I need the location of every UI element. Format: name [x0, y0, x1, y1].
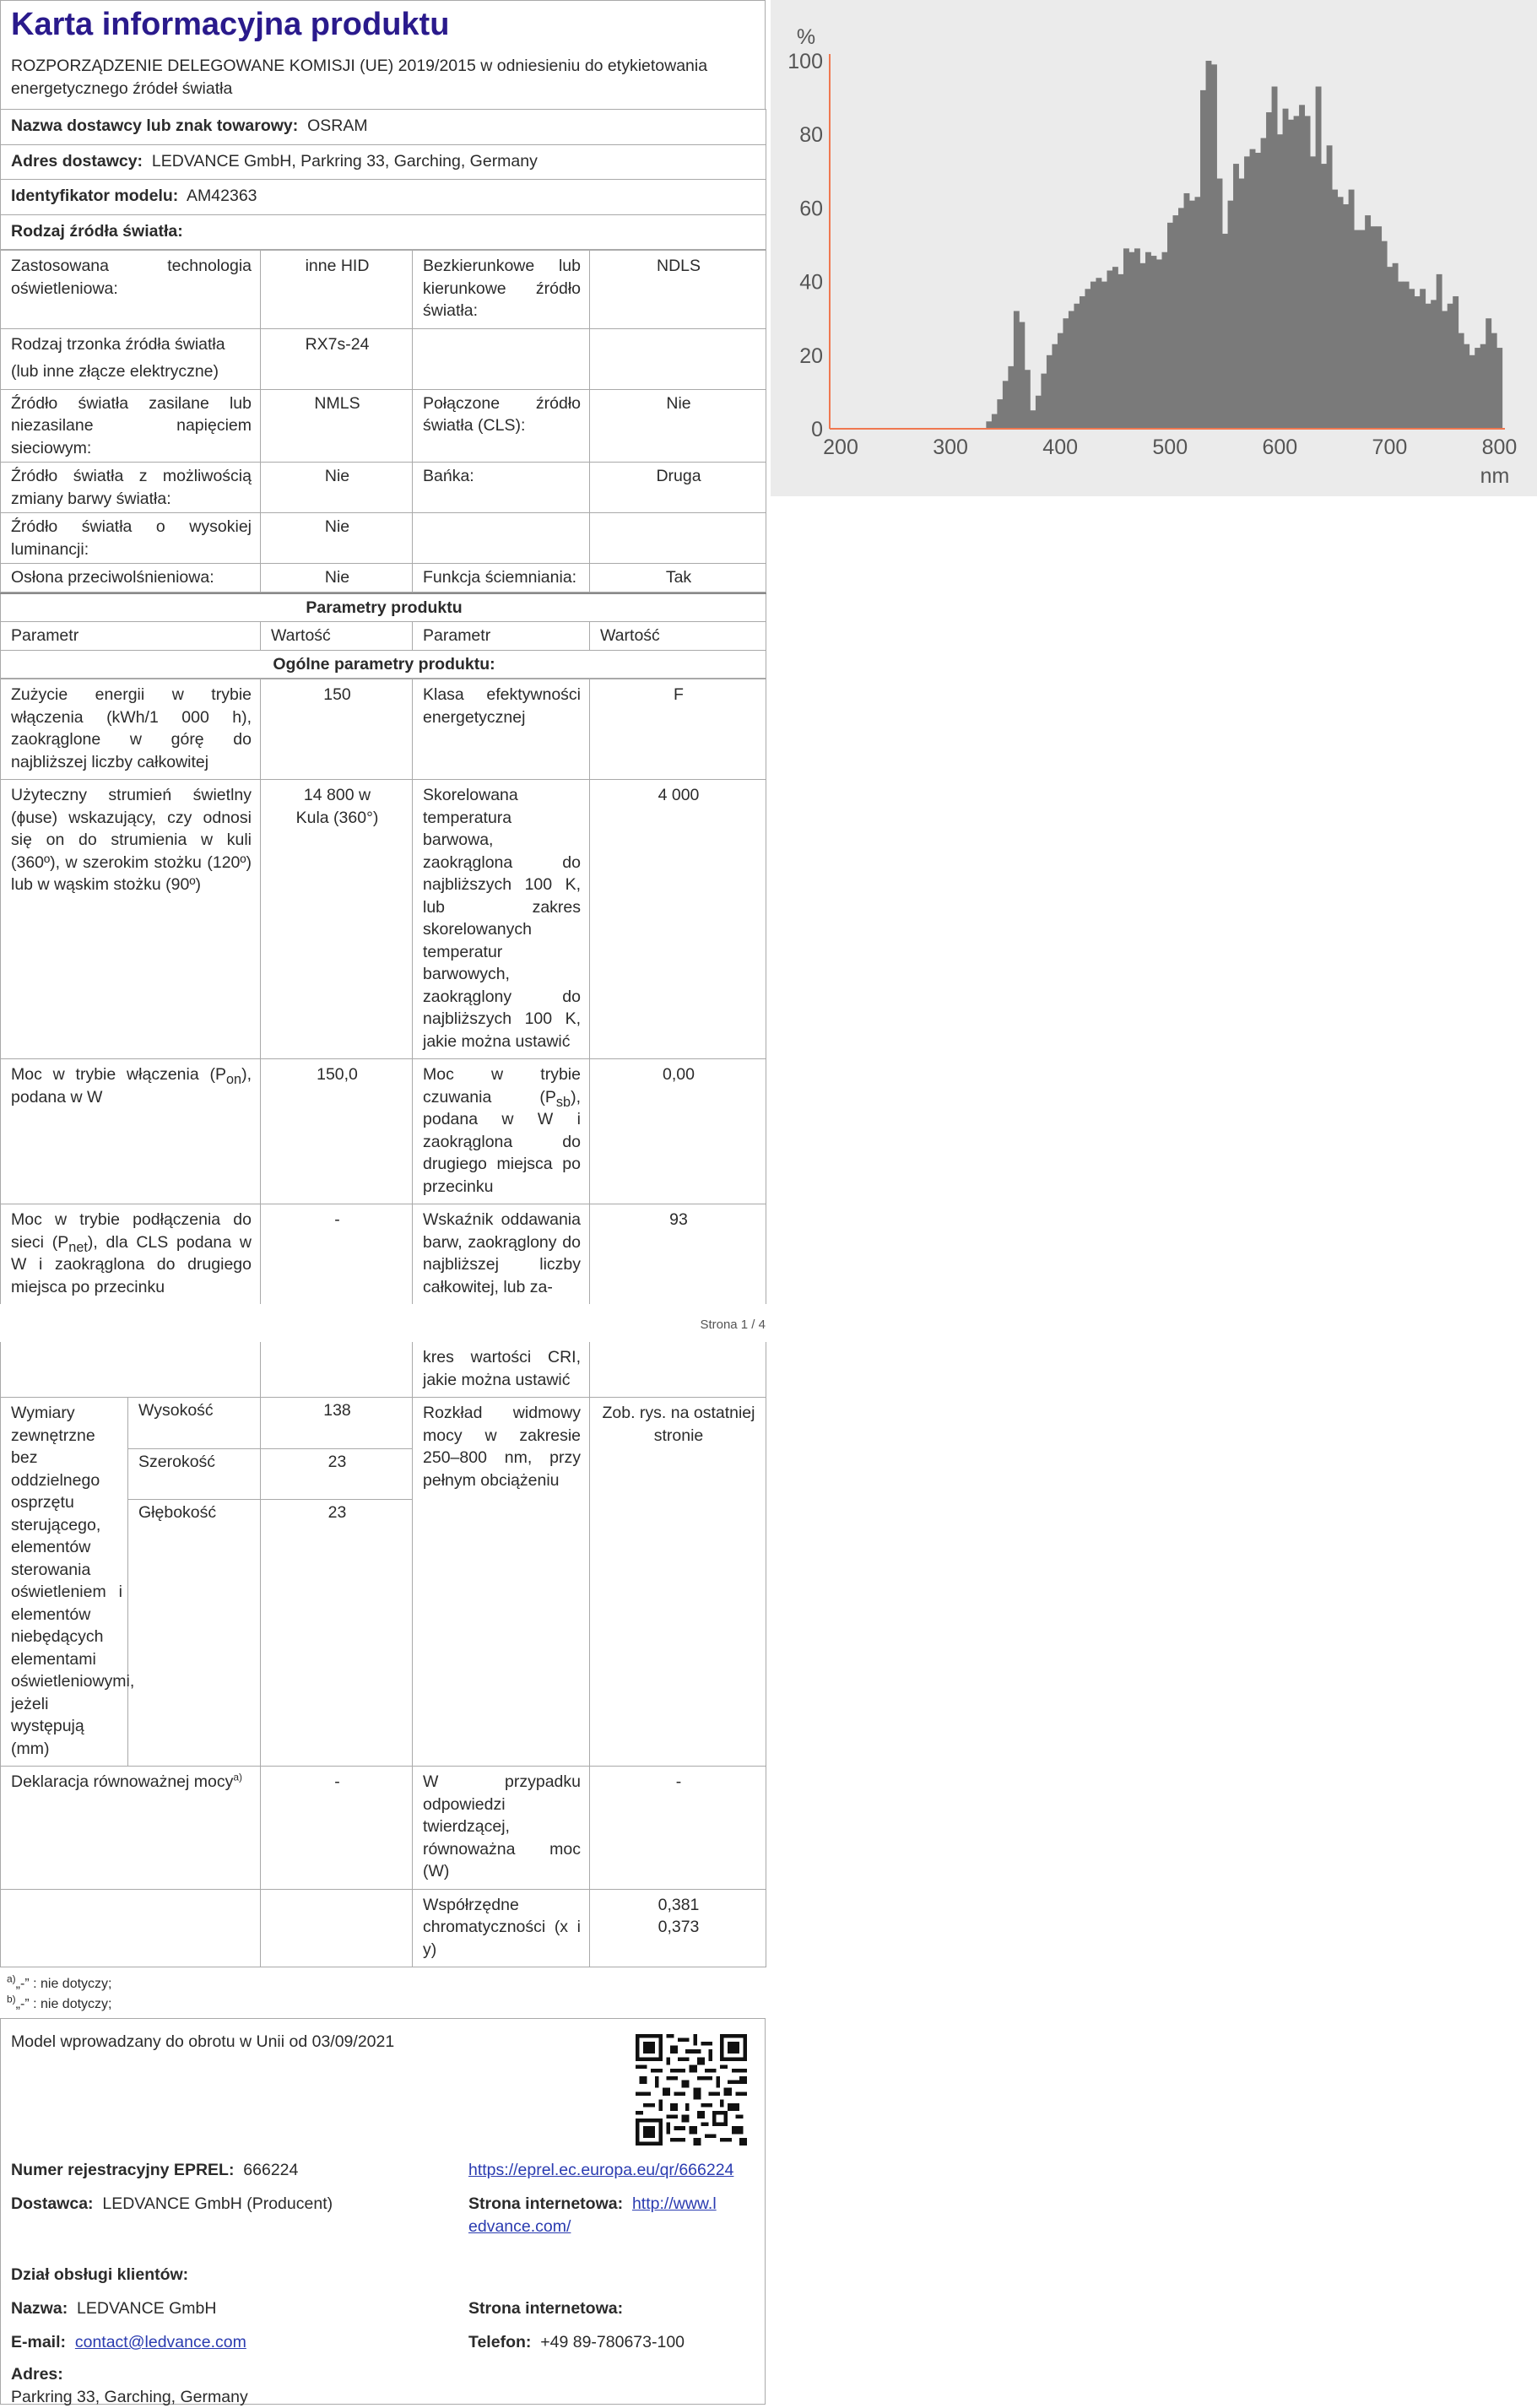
standby-power-value: 0,00: [590, 1059, 766, 1204]
spectrum-bar: [1469, 355, 1475, 429]
table-row: [1, 780, 766, 1059]
model-row: [1, 180, 766, 215]
footnotes: [0, 1967, 766, 2018]
luminous-flux-value-line1: 14 800 w: [271, 784, 403, 807]
parameters-values-table: [0, 679, 766, 1304]
efficiency-class-label: Klasa efektywności energetycznej: [413, 679, 590, 780]
service-phone-label: Telefon:: [468, 2333, 531, 2351]
cri-value: 93: [590, 1204, 766, 1305]
tunable-label: Źródło światła z możliwością zmiany barwy światła:: [1, 463, 261, 513]
footnote-b-text: „-” : nie dotyczy;: [16, 1997, 112, 2011]
energy-consumption-label: Zużycie energii w trybie włączenia (kWh/1 000 h), zaokrąglone w górę do najbliższej liczby całkowitej: [1, 679, 261, 780]
spectrum-bar: [1036, 396, 1042, 429]
type-row: [1, 214, 766, 250]
spectrum-bar: [1091, 282, 1096, 429]
technology-value: inne HID: [261, 251, 413, 329]
mains-label: Źródło światła zasilane lub niezasilane napięciem sieciowym:: [1, 389, 261, 463]
spectrum-bar: [1431, 300, 1437, 429]
directional-label: Bezkierunkowe lub kierunkowe źródło światła:: [413, 251, 590, 329]
luminous-flux-label: Użyteczny strumień świetlny (ɸuse) wskazujący, czy odnosi się on do strumienia w kuli (360º), w szerokim stożku (120º) lub w wąskim stożku (90º): [1, 780, 261, 1059]
cap-type-label-line1: Rodzaj trzonka źródła światła: [11, 333, 252, 356]
parameters-section-title: Parametry produktu: [1, 593, 766, 622]
spectrum-bar: [1404, 282, 1410, 429]
spectrum-bar: [1272, 87, 1278, 429]
spectrum-bar: [1139, 263, 1145, 429]
efficiency-class-value: F: [590, 679, 766, 780]
service-name: [11, 2297, 450, 2320]
spectrum-bar: [1085, 289, 1091, 429]
height-label: Wysokość: [128, 1398, 261, 1449]
spectrum-bar: [997, 399, 1003, 429]
table-row: [1, 513, 766, 564]
sheet-title: Karta informacyjna produktu: [11, 4, 755, 45]
x-tick-label: 600: [1262, 436, 1297, 459]
spectrum-bar: [1491, 333, 1497, 429]
table-row: [1, 1342, 766, 1398]
table-row: [1, 1059, 766, 1204]
service-address: [11, 2363, 754, 2408]
spectrum-bar: [1211, 64, 1217, 429]
cap-type-label-line2: (lub inne złącze elektryczne): [11, 360, 252, 383]
spectrum-bar: [1178, 208, 1184, 429]
spectrum-bar: [1228, 201, 1234, 429]
table-row: [1, 593, 766, 622]
service-phone: [468, 2331, 764, 2354]
network-power-sub: net: [68, 1239, 88, 1254]
footer-supplier: [11, 2193, 450, 2216]
empty-cell: [261, 1889, 413, 1967]
table-row: [1, 389, 766, 463]
spectrum-bar: [1074, 304, 1080, 429]
spectrum-bar: [1096, 278, 1101, 429]
spectrum-bar: [1283, 109, 1289, 429]
high-luminance-label: Źródło światła o wysokiej luminancji:: [1, 513, 261, 564]
x-tick-label: 800: [1482, 436, 1518, 459]
spectrum-bar: [1415, 296, 1421, 429]
spectrum-bar: [1420, 289, 1426, 429]
spectrum-bar: [1299, 105, 1305, 429]
envelope-value: Druga: [590, 463, 766, 513]
spectrum-bar: [1371, 226, 1377, 429]
x-tick-label: 300: [933, 436, 968, 459]
spectrum-bar: [1305, 116, 1311, 429]
luminous-flux-value-line2: Kula (360°): [271, 807, 403, 830]
envelope-label: Bańka:: [413, 463, 590, 513]
cap-type-label: [1, 328, 261, 389]
spectrum-bar: [1025, 370, 1031, 429]
spectrum-bar: [1475, 348, 1480, 429]
service-website-label: Strona internetowa:: [468, 2299, 623, 2318]
spectrum-bar: [1496, 348, 1502, 429]
footer-supplier-value: LEDVANCE GmbH (Producent): [102, 2194, 333, 2213]
equivalent-power-label: [1, 1767, 261, 1890]
network-power-value: -: [261, 1204, 413, 1305]
spectrum-bar: [1107, 271, 1112, 429]
spectrum-bar: [1008, 366, 1014, 429]
x-tick-label: 500: [1152, 436, 1188, 459]
spectrum-bar: [1184, 193, 1190, 429]
page-break: [0, 1304, 766, 1342]
y-tick-label: 40: [799, 271, 823, 295]
service-address-value: Parkring 33, Garching, Germany: [11, 2386, 754, 2408]
footer-website-label: Strona internetowa:: [468, 2194, 623, 2213]
model-value: AM42363: [187, 187, 257, 205]
empty-cell: [413, 328, 590, 389]
table-row: [1, 463, 766, 513]
spectrum-bar: [1409, 289, 1415, 429]
width-label: Szerokość: [128, 1448, 261, 1500]
eprel-link-wrap: [468, 2159, 764, 2182]
model-label: Identyfikator modelu:: [11, 187, 178, 205]
supplier-label: Nazwa dostawcy lub znak towarowy:: [11, 116, 298, 135]
chromaticity-value: [590, 1889, 766, 1967]
spectrum-bar: [1063, 318, 1069, 429]
spectrum-bar: [1123, 248, 1129, 429]
spectrum-bar: [1244, 156, 1250, 429]
address-row: [1, 144, 766, 180]
spectrum-bar: [1250, 149, 1256, 429]
mains-value: NMLS: [261, 389, 413, 463]
table-row: [1, 251, 766, 329]
tunable-value: Nie: [261, 463, 413, 513]
cri-label-part1: Wskaźnik oddawania barw, zaokrąglony do najbliższej liczby całkowitej, lub za-: [413, 1204, 590, 1305]
depth-label: Głębokość: [128, 1500, 261, 1767]
table-row: [1, 679, 766, 780]
spectrum-bar: [1161, 252, 1167, 429]
service-website: [468, 2297, 764, 2320]
network-power-label: [1, 1204, 261, 1305]
spectrum-bar: [1448, 304, 1453, 429]
footer-website: [468, 2193, 764, 2238]
spectrum-bar: [1101, 282, 1107, 429]
spectrum-bar: [1195, 197, 1201, 429]
spectrum-bar: [1206, 61, 1212, 429]
spectrum-bar: [1080, 296, 1085, 429]
spectrum-bar: [1327, 145, 1333, 429]
empty-cell: [590, 328, 766, 389]
spectrum-bar: [1442, 311, 1448, 429]
spectrum-bar: [1459, 333, 1464, 429]
spectrum-bar: [1387, 267, 1393, 429]
spectral-distribution-chart: [771, 0, 1537, 496]
spectrum-bar: [1310, 156, 1316, 429]
spectrum-bar: [1321, 164, 1327, 429]
footer-supplier-label: Dostawca:: [11, 2194, 94, 2213]
on-mode-power-label-a: Moc w trybie włączenia (P: [11, 1065, 226, 1084]
address-label: Adres dostawcy:: [11, 152, 143, 170]
spectrum-bar: [1437, 274, 1442, 429]
parameters-continued-table: [0, 1342, 766, 1967]
y-tick-label: 0: [811, 418, 823, 441]
dimmable-label: Funkcja ściemniania:: [413, 564, 590, 593]
y-axis-label: %: [797, 25, 815, 49]
footnote-a-marker: a): [7, 1973, 16, 1985]
chromaticity-y: 0,373: [600, 1916, 757, 1939]
spectrum-bar: [1156, 259, 1162, 429]
general-parameters-title: Ogólne parametry produktu:: [1, 650, 766, 679]
footnote-a: [7, 1974, 759, 1994]
eprel-link[interactable]: https://eprel.ec.europa.eu/qr/666224: [468, 2161, 733, 2179]
spectrum-svg: [771, 0, 1537, 496]
spectrum-bar: [1069, 311, 1074, 429]
y-tick-label: 20: [799, 344, 823, 368]
spectrum-bar: [1365, 215, 1371, 429]
spectrum-bar: [1255, 153, 1261, 429]
cap-type-value: RX7s-24: [261, 328, 413, 389]
spectrum-bar: [1003, 381, 1009, 429]
column-header-param: Parametr: [413, 622, 590, 651]
service-address-label: Adres:: [11, 2363, 754, 2386]
table-row: [1, 564, 766, 593]
cls-value: Nie: [590, 389, 766, 463]
on-mode-power-value: 150,0: [261, 1059, 413, 1204]
empty-cell: [1, 1889, 261, 1967]
light-source-table: [0, 250, 766, 593]
spectrum-bar: [1464, 344, 1469, 429]
spectrum-bar: [1112, 267, 1118, 429]
on-mode-power-sub: on: [226, 1072, 241, 1087]
table-row: [1, 1889, 766, 1967]
spectrum-bar: [1426, 304, 1431, 429]
address-value: LEDVANCE GmbH, Parkring 33, Garching, Germany: [152, 152, 538, 170]
y-tick-label: 80: [799, 123, 823, 147]
on-mode-power-label: [1, 1059, 261, 1204]
standby-power-label-b: ), podana w W i zaokrąglona do drugiego miejsca po przecinku: [423, 1088, 581, 1196]
spectrum-bar: [1128, 252, 1134, 429]
table-row: [1, 1767, 766, 1890]
directional-value: NDLS: [590, 251, 766, 329]
cct-label: Skorelowana temperatura barwowa, zaokrąglona do najbliższych 100 K, lub zakres skorelowanych temperatur barwowych, zaokrąglony do najbliższych 100 K, jakie można ustawić: [413, 780, 590, 1059]
equivalent-power-yes-label: W przypadku odpowiedzi twierdzącej, równoważna moc (W): [413, 1767, 590, 1890]
spectrum-bar: [1014, 311, 1020, 429]
cls-label: Połączone źródło światła (CLS):: [413, 389, 590, 463]
luminous-flux-value: [261, 780, 413, 1059]
spectrum-bar: [1189, 201, 1195, 429]
spectrum-bar: [1343, 204, 1349, 429]
table-row: [1, 328, 766, 389]
cct-value: 4 000: [590, 780, 766, 1059]
spectrum-bar: [1316, 87, 1322, 429]
spectrum-bar: [1266, 112, 1272, 429]
on-mode-power-label-b: ), podana w W: [11, 1065, 252, 1107]
equivalent-power-sup: a): [233, 1772, 242, 1783]
spectrum-bar: [1239, 179, 1245, 429]
standby-power-label: [413, 1059, 590, 1204]
x-axis-label: nm: [1480, 464, 1510, 488]
y-tick-label: 60: [799, 197, 823, 220]
spectrum-bar: [1145, 252, 1151, 429]
spectrum-bar: [1030, 410, 1036, 429]
spectrum-bar: [1222, 234, 1228, 429]
empty-cell: [1, 1342, 261, 1398]
spectrum-bar: [1277, 134, 1283, 429]
spectrum-bar: [1261, 138, 1267, 429]
spectrum-bar: [1200, 90, 1206, 429]
supplier-value: OSRAM: [307, 116, 368, 135]
chromaticity-x: 0,381: [600, 1894, 757, 1917]
spectrum-bar: [1041, 374, 1047, 429]
spectrum-bar: [1382, 241, 1388, 429]
website-link-part2[interactable]: edvance.com/: [468, 2217, 571, 2236]
dimmable-value: Tak: [590, 564, 766, 593]
spectrum-bar: [1134, 248, 1140, 429]
service-phone-value: +49 89-780673-100: [540, 2333, 685, 2351]
eprel-value: 666224: [243, 2161, 298, 2179]
customer-service-title: Dział obsługi klientów:: [11, 2264, 754, 2286]
standby-power-label-a: Moc w trybie czuwania (P: [423, 1065, 581, 1107]
spectrum-bar: [1173, 215, 1179, 429]
empty-cell: [413, 513, 590, 564]
dimensions-label: Wymiary zewnętrzne bez oddzielnego osprzętu sterującego, elementów sterowania oświetleniem i elementów niebędących elementami oświetleniowymi, jeżeli występują (mm): [1, 1398, 128, 1767]
eprel-number: [11, 2159, 450, 2182]
x-tick-label: 400: [1042, 436, 1078, 459]
depth-value: 23: [261, 1500, 413, 1767]
supplier-info-table: [0, 109, 766, 250]
empty-cell: [590, 1342, 766, 1398]
spectrum-bar: [1058, 333, 1063, 429]
page-number: Strona 1 / 4: [700, 1314, 766, 1337]
spectrum-bar: [1047, 355, 1053, 429]
spectrum-bar: [1118, 274, 1123, 429]
table-row: [1, 1204, 766, 1305]
footnote-a-text: „-” : nie dotyczy;: [16, 1977, 112, 1991]
service-name-label: Nazwa:: [11, 2299, 68, 2318]
website-link-part1[interactable]: http://www.l: [632, 2194, 717, 2213]
standby-power-sub: sb: [556, 1094, 571, 1109]
spectrum-bar: [1150, 256, 1156, 429]
spectrum-bar: [1376, 226, 1382, 429]
qr-code-icon[interactable]: [636, 2034, 747, 2146]
spectrum-bar: [1480, 344, 1486, 429]
high-luminance-value: Nie: [261, 513, 413, 564]
spectrum-bar: [1332, 190, 1338, 429]
supplier-row: [1, 110, 766, 145]
spectral-distribution-value: Zob. rys. na ostatniej stronie: [590, 1398, 766, 1767]
network-power-label-b: ), dla CLS podana w W i zaokrąglona do drugiego miejsca po przecinku: [11, 1233, 252, 1296]
equivalent-power-value: -: [261, 1767, 413, 1890]
equivalent-power-yes-value: -: [590, 1767, 766, 1890]
y-tick-label: 100: [787, 50, 823, 73]
spectrum-bar: [1288, 120, 1294, 429]
table-row: [1, 650, 766, 679]
table-row: [1, 1398, 766, 1449]
spectral-distribution-label: Rozkład widmowy mocy w zakresie 250–800 nm, przy pełnym obciążeniu: [413, 1398, 590, 1767]
equivalent-power-label-text: Deklaracja równoważnej mocy: [11, 1772, 233, 1791]
footnote-b-marker: b): [7, 1994, 16, 2005]
spectrum-bar: [986, 421, 992, 429]
parameters-table: [0, 593, 766, 679]
cri-label-part2: kres wartości CRI, jakie można ustawić: [413, 1342, 590, 1398]
registration-footer: [0, 2018, 766, 2405]
model-date: Model wprowadzany do obrotu w Unii od 03/09/2021: [11, 2031, 754, 2054]
eprel-label: Numer rejestracyjny EPREL:: [11, 2161, 234, 2179]
table-row: [1, 622, 766, 651]
spectrum-bar: [1233, 164, 1239, 429]
spectrum-bar: [1167, 223, 1173, 429]
anti-glare-value: Nie: [261, 564, 413, 593]
spectrum-bar: [1360, 230, 1366, 429]
service-email-label: E-mail:: [11, 2333, 66, 2351]
spectrum-bar: [1338, 197, 1344, 429]
type-label: Rodzaj źródła światła:: [11, 222, 183, 241]
spectrum-bar: [1349, 190, 1355, 429]
empty-cell: [590, 513, 766, 564]
service-email: [11, 2331, 450, 2354]
spectrum-bar: [1398, 282, 1404, 429]
technology-label: Zastosowana technologia oświetleniowa:: [1, 251, 261, 329]
spectrum-bar: [1453, 296, 1459, 429]
empty-cell: [261, 1342, 413, 1398]
regulation-reference: ROZPORZĄDZENIE DELEGOWANE KOMISJI (UE) 2019/2015 w odniesieniu do etykietowania energetycznego źródeł światła: [11, 55, 755, 100]
x-tick-label: 200: [823, 436, 858, 459]
service-name-value: LEDVANCE GmbH: [77, 2299, 216, 2318]
column-header-param: Parametr: [1, 622, 261, 651]
spectrum-bar: [1393, 263, 1399, 429]
height-value: 138: [261, 1398, 413, 1449]
spectrum-bar: [1217, 179, 1223, 429]
spectrum-bar: [1019, 322, 1025, 429]
spectrum-bar: [1294, 116, 1300, 429]
anti-glare-label: Osłona przeciwolśnieniowa:: [1, 564, 261, 593]
spectrum-bar: [992, 414, 998, 429]
width-value: 23: [261, 1448, 413, 1500]
x-tick-label: 700: [1372, 436, 1408, 459]
spectrum-bar: [1354, 230, 1360, 429]
email-link[interactable]: contact@ledvance.com: [75, 2333, 246, 2351]
energy-consumption-value: 150: [261, 679, 413, 780]
product-information-sheet: [0, 0, 766, 2405]
column-header-value: Wartość: [261, 622, 413, 651]
network-power-label-a: Moc w trybie podłączenia do sieci (P: [11, 1210, 252, 1252]
spectrum-bar: [1052, 344, 1058, 429]
chromaticity-label: Współrzędne chromatyczności (x i y): [413, 1889, 590, 1967]
spectrum-bar: [1486, 318, 1491, 429]
column-header-value: Wartość: [590, 622, 766, 651]
sheet-header: [0, 0, 766, 109]
footnote-b: [7, 1994, 759, 2015]
